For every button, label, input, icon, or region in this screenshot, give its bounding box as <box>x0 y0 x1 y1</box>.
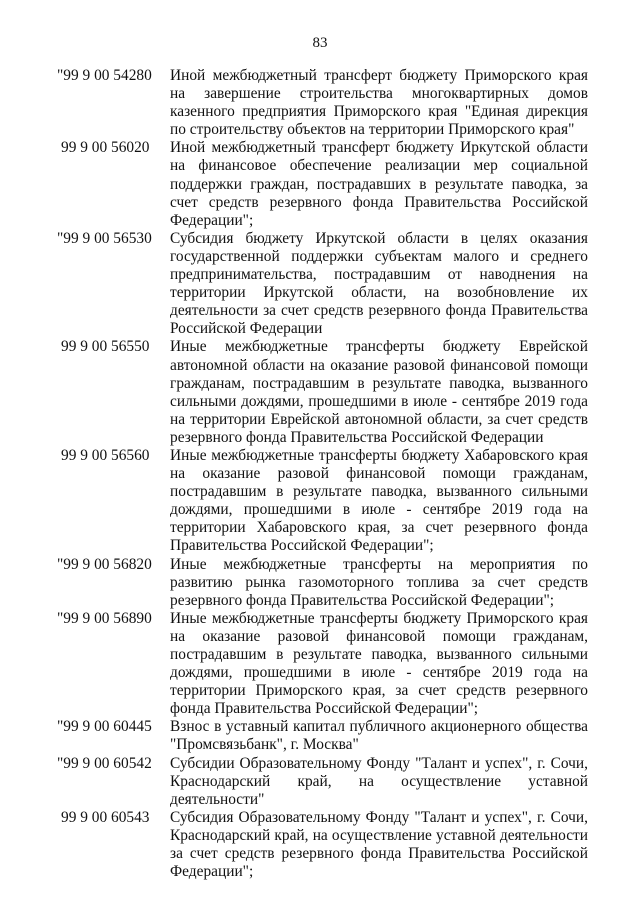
entry-description: Иные межбюджетные трансферты бюджету Хабаровского края на оказание разовой финансовой помощи гражданам, пострадавшим в результате паводка, вызванного сильными дождями, прошедшими в июле - сентябре 2019 года на территории Хабаровского края, за счет резервного фонда Правительства Российской Федерации"; <box>170 446 588 555</box>
list-item <box>57 610 588 719</box>
budget-code: "99 9 00 56890 <box>57 609 152 627</box>
entry-description: Иные межбюджетные трансферты на мероприятия по развитию рынка газомоторного топлива за счет средств резервного фонда Правительства Российской Федерации"; <box>170 555 588 609</box>
list-item <box>57 556 588 610</box>
budget-code: 99 9 00 56020 <box>61 139 150 157</box>
entry-description: Взнос в уставный капитал публичного акционерного общества "Промсвязьбанк", г. Москва" <box>170 718 588 754</box>
list-item <box>57 67 588 139</box>
list-item <box>57 338 588 447</box>
list-item <box>57 755 588 809</box>
list-item <box>57 230 588 339</box>
entry-description: Иной межбюджетный трансферт бюджету Приморского края на завершение строительства многоквартирных домов казенного предприятия Приморского края "Единая дирекция по строительству объектов на территории Приморского края" <box>170 67 588 139</box>
budget-code: "99 9 00 60445 <box>57 718 152 736</box>
entry-description: Иной межбюджетный трансферт бюджету Иркутской области на финансовое обеспечение реализации мер социальной поддержки граждан, пострадавших в результате паводка, за счет средств резервного фонда Правительства Российской Федерации"; <box>170 139 588 229</box>
list-item <box>57 139 588 229</box>
budget-code: 99 9 00 56550 <box>61 338 150 356</box>
list-item <box>57 809 588 881</box>
budget-code: 99 9 00 60543 <box>61 808 150 826</box>
page-number: 83 <box>312 35 328 51</box>
entry-description: Субсидии Образовательному Фонду "Талант и успех", г. Сочи, Краснодарский край, на осуществление уставной деятельности" <box>170 754 588 808</box>
entry-description: Иные межбюджетные трансферты бюджету Приморского края на оказание разовой финансовой помощи гражданам, пострадавшим в результате паводка, вызванного сильными дождями, прошедшими в июле - сентябре 2019 года на территории Приморского края, за счет средств резервного фонда Правительства Российской Федерации"; <box>170 609 588 718</box>
budget-code: "99 9 00 60542 <box>57 754 152 772</box>
budget-code: "99 9 00 56820 <box>57 555 152 573</box>
budget-code: "99 9 00 54280 <box>57 67 152 84</box>
budget-code: "99 9 00 56530 <box>57 229 152 247</box>
budget-code: 99 9 00 56560 <box>61 446 150 464</box>
list-item <box>57 447 588 556</box>
entry-description: Иные межбюджетные трансферты бюджету Еврейской автономной области на оказание разовой финансовой помощи гражданам, пострадавшим в результате паводка, вызванного сильными дождями, прошедшими в июле - сентябре 2019 года на территории Еврейской автономной области, за счет средств резервного фонда Правительства Российской Федерации <box>170 338 588 446</box>
entry-description: Субсидия Образовательному Фонду "Талант и успех", г. Сочи, Краснодарский край, на осуществление уставной деятельности за счет средств резервного фонда Правительства Российской Федерации"; <box>170 808 588 881</box>
budget-code-list <box>57 67 588 881</box>
entry-description: Субсидия бюджету Иркутской области в целях оказания государственной поддержки субъектам малого и среднего предпринимательства, пострадавшим от наводнения на территории Иркутской области, на возобновление их деятельности за счет средств резервного фонда Правительства Российской Федерации <box>170 229 588 338</box>
list-item <box>57 718 588 754</box>
